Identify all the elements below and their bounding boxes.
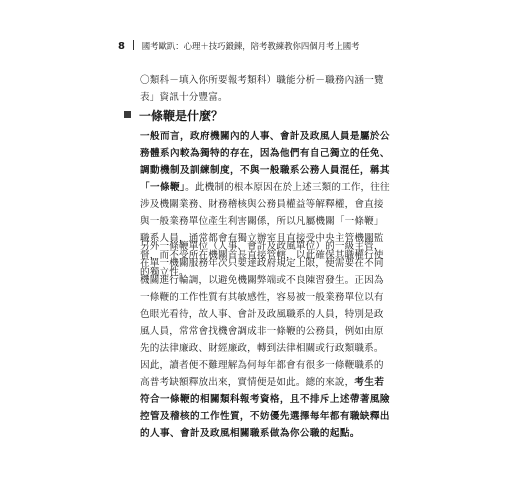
page-number: 8: [118, 41, 125, 52]
text-line: 符合一條鞭的相關類科報考資格，且不排斥上述帶著風險: [140, 394, 390, 405]
text-line: 涉及機關業務、財務稽核與公務員權益等解釋權，會直接: [140, 199, 384, 210]
text-line: 務體系內較為獨特的存在，因為他們有自己獨立的任免、: [140, 148, 390, 159]
text-line: [140, 374, 385, 391]
emphasized-text: 「一條鞭」: [140, 182, 186, 193]
emphasized-text: 考生若: [354, 377, 385, 388]
text-line: 與一般業務單位產生利害關係，所以凡屬機關「一條鞭」: [140, 216, 384, 227]
plain-text: 高普考缺額釋放出來，實情便是如此。總的來說，: [140, 377, 355, 388]
text-line: 一條鞭的工作性質有其敏感性，容易被一般業務單位以有: [140, 292, 384, 303]
text-line: 因此，讀者便不難理解為何每年都會有很多一條鞭職系的: [140, 360, 384, 371]
text-line: 調動機制及訓練制度，不與一般職系公務人員混任，稱其: [140, 165, 390, 176]
text-line: 職系人員，通常都會有獨立辦室且直接受中央主管機關監: [140, 233, 384, 244]
header-divider: [133, 40, 134, 50]
text-line: 控管及稽核的工作性質，不妨優先選擇每年都有職缺釋出: [140, 411, 390, 422]
running-header: [118, 38, 408, 54]
plain-text: 。此機制的根本原因在於上述三類的工作，往往: [185, 182, 390, 193]
text-line: 督，而不受所在機關首長直接管轄，以此確保其職權行使: [140, 250, 384, 261]
text-line: 的獨立性。: [140, 267, 189, 278]
text-line: 表」資訊十分豐富。: [140, 92, 228, 103]
book-title: 國考歐趴：心理＋技巧鍛鍊，陪考教練教你四個月考上國考: [141, 41, 360, 51]
text-line: 在單一機關服務年次只要達政府規定上限，便需要在不同: [140, 258, 384, 269]
section-heading: [124, 107, 223, 125]
text-line: 〇類科－填入你所要報考類科）職能分析－職務內涵一覽: [140, 75, 384, 86]
text-line: 機關進行輪調，以避免機關弊端或不良陳習發生。正因為: [140, 275, 384, 286]
intro-paragraph: [140, 72, 384, 106]
text-line: 一般而言，政府機關內的人事、會計及政風人員是屬於公: [140, 131, 390, 142]
text-line: 先的法律廉政、財經廉政，轉到法律相關或行政類職系。: [140, 343, 384, 354]
square-bullet-icon: [124, 111, 131, 118]
text-line: 風人員，常常會找機會調成非一條鞭的公務員，例如由原: [140, 326, 384, 337]
section-heading-text: 一條鞭是什麼？: [139, 109, 224, 123]
text-line: 另外一條鞭單位（人事、會計及政風單位）的一級主管，: [140, 241, 384, 252]
text-line: 的人事、會計及政風相關職系做為你公職的起點。: [140, 428, 360, 439]
text-line: [140, 179, 390, 196]
paragraph-two: [140, 238, 390, 442]
text-line: 色眼光看待，故人事、會計及政風職系的人員，特別是政: [140, 309, 384, 320]
